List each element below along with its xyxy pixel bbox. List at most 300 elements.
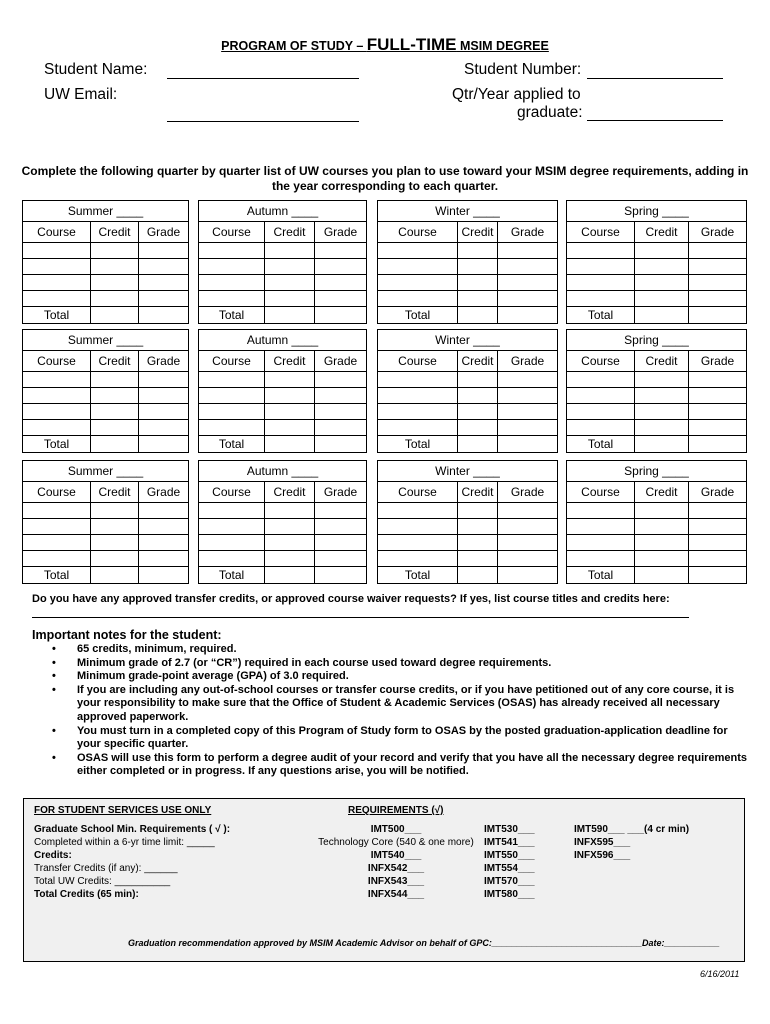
credit-cell[interactable]	[458, 503, 498, 519]
course-cell[interactable]	[23, 388, 91, 404]
grade-cell[interactable]	[139, 535, 189, 551]
course-cell[interactable]	[567, 259, 635, 275]
course-cell[interactable]	[23, 372, 91, 388]
office-left-line: Graduate School Min. Requirements ( √ ):	[34, 824, 231, 835]
note-text: 65 credits, minimum, required.	[77, 643, 237, 655]
course-entry-row	[567, 535, 747, 551]
column-header-course: Course	[378, 351, 458, 372]
notes-heading: Important notes for the student:	[32, 628, 222, 642]
total-credit-cell[interactable]	[635, 567, 689, 584]
grade-cell[interactable]	[315, 388, 367, 404]
credit-cell[interactable]	[635, 243, 689, 259]
total-credit-cell[interactable]	[91, 436, 139, 453]
course-entry-row	[378, 275, 558, 291]
requirement-line: INFX542___	[367, 863, 425, 874]
quarter-table	[566, 329, 747, 453]
course-entry-row	[378, 551, 558, 567]
credit-cell[interactable]	[458, 259, 498, 275]
course-cell[interactable]	[23, 535, 91, 551]
grade-cell[interactable]	[689, 503, 747, 519]
credit-cell[interactable]	[265, 420, 315, 436]
uw-email-field[interactable]	[167, 121, 359, 122]
note-text: If you are including any out-of-school courses or transfer course credits, or if you have petitioned out of any core course, it is your responsibility to make sure that the Office of Student & Academic Services (OSAS) has already received all necessary approved paperwork.	[77, 683, 735, 723]
requirements-column-1	[318, 823, 474, 901]
credit-cell[interactable]	[265, 551, 315, 567]
course-entry-row	[567, 275, 747, 291]
credit-cell[interactable]	[458, 243, 498, 259]
credit-cell[interactable]	[91, 404, 139, 420]
total-credit-cell[interactable]	[458, 307, 498, 324]
grade-cell[interactable]	[498, 372, 558, 388]
notes-list	[52, 643, 752, 779]
credit-cell[interactable]	[635, 551, 689, 567]
course-entry-row	[23, 259, 189, 275]
total-label: Total	[378, 307, 458, 324]
column-header-course: Course	[23, 482, 91, 503]
total-grade-cell[interactable]	[498, 567, 558, 584]
course-cell[interactable]	[23, 420, 91, 436]
grade-cell[interactable]	[315, 275, 367, 291]
course-entry-row	[378, 259, 558, 275]
total-credit-cell[interactable]	[265, 436, 315, 453]
grade-cell[interactable]	[315, 420, 367, 436]
grade-cell[interactable]	[139, 259, 189, 275]
course-cell[interactable]	[199, 551, 265, 567]
credit-cell[interactable]	[635, 519, 689, 535]
course-cell[interactable]	[378, 275, 458, 291]
column-header-credit: Credit	[265, 351, 315, 372]
credit-cell[interactable]	[265, 372, 315, 388]
total-credit-cell[interactable]	[91, 567, 139, 584]
column-header-grade: Grade	[139, 222, 189, 243]
course-cell[interactable]	[378, 404, 458, 420]
column-header-grade: Grade	[498, 222, 558, 243]
requirement-line: INFX596___	[574, 850, 631, 861]
course-cell[interactable]	[23, 503, 91, 519]
course-entry-row	[23, 243, 189, 259]
grade-cell[interactable]	[139, 372, 189, 388]
requirement-line: Technology Core (540 & one more)	[318, 837, 474, 848]
credit-cell[interactable]	[91, 372, 139, 388]
column-header-credit: Credit	[635, 482, 689, 503]
total-grade-cell[interactable]	[689, 307, 747, 324]
bullet-icon: •	[52, 643, 56, 655]
note-item	[52, 670, 752, 684]
student-number-field[interactable]	[587, 78, 723, 79]
qtr-year-field[interactable]	[587, 120, 723, 121]
qtr-year-label-line2: graduate:	[517, 104, 583, 121]
quarter-table	[198, 460, 367, 584]
column-header-credit: Credit	[458, 222, 498, 243]
title-part3: MSIM DEGREE	[456, 39, 549, 53]
requirement-line: IMT570___	[484, 876, 535, 887]
course-cell[interactable]	[199, 519, 265, 535]
course-cell[interactable]	[378, 519, 458, 535]
credit-cell[interactable]	[91, 503, 139, 519]
grade-cell[interactable]	[689, 551, 747, 567]
course-entry-row	[23, 551, 189, 567]
requirement-line: IMT590___ ___(4 cr min)	[574, 824, 690, 835]
course-entry-row	[199, 388, 367, 404]
credit-cell[interactable]	[91, 243, 139, 259]
course-cell[interactable]	[23, 551, 91, 567]
course-entry-row	[378, 519, 558, 535]
course-cell[interactable]	[378, 291, 458, 307]
column-header-credit: Credit	[91, 351, 139, 372]
course-entry-row	[199, 243, 367, 259]
grade-cell[interactable]	[315, 372, 367, 388]
note-item	[52, 752, 752, 779]
total-grade-cell[interactable]	[689, 567, 747, 584]
requirements-column-3	[574, 823, 689, 862]
total-grade-cell[interactable]	[139, 436, 189, 453]
requirement-line: IMT500___	[370, 824, 422, 835]
total-label: Total	[199, 307, 265, 324]
credit-cell[interactable]	[265, 519, 315, 535]
course-cell[interactable]	[567, 404, 635, 420]
course-entry-row	[199, 372, 367, 388]
requirement-line: INFX544___	[367, 889, 425, 900]
grade-cell[interactable]	[689, 519, 747, 535]
column-header-credit: Credit	[458, 351, 498, 372]
grade-cell[interactable]	[315, 291, 367, 307]
office-left-line: Completed within a 6-yr time limit: _____	[34, 837, 215, 848]
credit-cell[interactable]	[458, 519, 498, 535]
course-cell[interactable]	[567, 503, 635, 519]
credit-cell[interactable]	[91, 551, 139, 567]
column-header-credit: Credit	[265, 482, 315, 503]
course-entry-row	[567, 372, 747, 388]
total-grade-cell[interactable]	[315, 436, 367, 453]
credit-cell[interactable]	[458, 420, 498, 436]
course-entry-row	[199, 404, 367, 420]
quarter-table	[22, 200, 189, 324]
course-cell[interactable]	[378, 535, 458, 551]
grade-cell[interactable]	[498, 420, 558, 436]
column-header-grade: Grade	[498, 351, 558, 372]
grade-cell[interactable]	[498, 259, 558, 275]
course-cell[interactable]	[23, 259, 91, 275]
credit-cell[interactable]	[635, 420, 689, 436]
total-grade-cell[interactable]	[498, 307, 558, 324]
quarter-title: Spring ____	[567, 330, 747, 351]
column-header-grade: Grade	[689, 351, 747, 372]
note-text: Minimum grade of 2.7 (or “CR”) required in each course used toward degree requirements.	[77, 656, 552, 669]
grade-cell[interactable]	[315, 535, 367, 551]
course-cell[interactable]	[199, 275, 265, 291]
course-cell[interactable]	[23, 291, 91, 307]
grade-cell[interactable]	[139, 291, 189, 307]
office-left-line: Credits:	[34, 850, 72, 861]
note-item	[52, 725, 752, 752]
grade-cell[interactable]	[315, 404, 367, 420]
credit-cell[interactable]	[635, 503, 689, 519]
column-header-course: Course	[199, 351, 265, 372]
grade-cell[interactable]	[315, 259, 367, 275]
credit-cell[interactable]	[265, 275, 315, 291]
course-entry-row	[567, 259, 747, 275]
total-grade-cell[interactable]	[689, 436, 747, 453]
course-entry-row	[23, 519, 189, 535]
grade-cell[interactable]	[689, 404, 747, 420]
grade-cell[interactable]	[689, 275, 747, 291]
course-entry-row	[199, 420, 367, 436]
credit-cell[interactable]	[91, 519, 139, 535]
grade-cell[interactable]	[139, 519, 189, 535]
credit-cell[interactable]	[458, 291, 498, 307]
credit-cell[interactable]	[635, 259, 689, 275]
total-grade-cell[interactable]	[139, 307, 189, 324]
credit-cell[interactable]	[265, 388, 315, 404]
requirement-line: IMT530___	[484, 824, 535, 835]
course-entry-row	[567, 404, 747, 420]
total-credit-cell[interactable]	[265, 307, 315, 324]
column-header-course: Course	[378, 222, 458, 243]
grade-cell[interactable]	[498, 535, 558, 551]
grade-cell[interactable]	[498, 404, 558, 420]
quarter-table	[22, 329, 189, 453]
course-entry-row	[199, 291, 367, 307]
note-item	[52, 643, 752, 657]
total-credit-cell[interactable]	[635, 436, 689, 453]
quarter-title: Autumn ____	[199, 461, 367, 482]
grade-cell[interactable]	[689, 291, 747, 307]
student-name-field[interactable]	[167, 78, 359, 79]
office-left-line: Total Credits (65 min):	[34, 889, 139, 900]
course-cell[interactable]	[199, 388, 265, 404]
bullet-icon: •	[52, 724, 56, 737]
grade-cell[interactable]	[498, 243, 558, 259]
grade-cell[interactable]	[498, 291, 558, 307]
credit-cell[interactable]	[265, 243, 315, 259]
course-entry-row	[378, 420, 558, 436]
course-entry-row	[567, 519, 747, 535]
course-cell[interactable]	[378, 503, 458, 519]
credit-cell[interactable]	[265, 259, 315, 275]
course-cell[interactable]	[199, 243, 265, 259]
bullet-icon: •	[52, 656, 56, 669]
course-entry-row	[567, 420, 747, 436]
column-header-credit: Credit	[635, 222, 689, 243]
course-entry-row	[23, 372, 189, 388]
course-cell[interactable]	[23, 275, 91, 291]
course-entry-row	[567, 503, 747, 519]
grade-cell[interactable]	[315, 551, 367, 567]
column-header-grade: Grade	[689, 482, 747, 503]
credit-cell[interactable]	[635, 388, 689, 404]
requirement-line: IMT550___	[484, 850, 535, 861]
quarter-title: Autumn ____	[199, 201, 367, 222]
requirement-line: IMT554___	[484, 863, 535, 874]
grade-cell[interactable]	[689, 259, 747, 275]
column-header-grade: Grade	[139, 482, 189, 503]
grade-cell[interactable]	[139, 388, 189, 404]
column-header-credit: Credit	[265, 222, 315, 243]
instructions: Complete the following quarter by quarter list of UW courses you plan to use toward your MSIM degree requirements, adding in the year corresponding to each quarter.	[21, 164, 749, 193]
course-cell[interactable]	[567, 551, 635, 567]
course-entry-row	[199, 259, 367, 275]
course-cell[interactable]	[378, 551, 458, 567]
course-entry-row	[23, 503, 189, 519]
note-text: Minimum grade-point average (GPA) of 3.0 required.	[77, 670, 349, 683]
column-header-course: Course	[23, 351, 91, 372]
course-cell[interactable]	[378, 259, 458, 275]
course-entry-row	[199, 535, 367, 551]
course-cell[interactable]	[567, 519, 635, 535]
grade-cell[interactable]	[689, 388, 747, 404]
credit-cell[interactable]	[635, 535, 689, 551]
course-cell[interactable]	[199, 503, 265, 519]
total-grade-cell[interactable]	[139, 567, 189, 584]
course-cell[interactable]	[23, 404, 91, 420]
grade-cell[interactable]	[139, 243, 189, 259]
course-cell[interactable]	[199, 404, 265, 420]
office-use-box	[23, 798, 745, 962]
credit-cell[interactable]	[265, 535, 315, 551]
course-cell[interactable]	[378, 420, 458, 436]
grade-cell[interactable]	[315, 503, 367, 519]
total-label: Total	[199, 567, 265, 584]
course-cell[interactable]	[199, 259, 265, 275]
course-cell[interactable]	[567, 275, 635, 291]
total-label: Total	[378, 436, 458, 453]
course-cell[interactable]	[567, 420, 635, 436]
total-grade-cell[interactable]	[315, 567, 367, 584]
total-credit-cell[interactable]	[635, 307, 689, 324]
column-header-credit: Credit	[91, 222, 139, 243]
grade-cell[interactable]	[315, 519, 367, 535]
grade-cell[interactable]	[139, 420, 189, 436]
total-label: Total	[567, 307, 635, 324]
total-credit-cell[interactable]	[265, 567, 315, 584]
credit-cell[interactable]	[635, 404, 689, 420]
grade-cell[interactable]	[498, 275, 558, 291]
note-item	[52, 657, 752, 671]
course-cell[interactable]	[567, 388, 635, 404]
course-entry-row	[378, 535, 558, 551]
column-header-course: Course	[199, 222, 265, 243]
grade-cell[interactable]	[689, 420, 747, 436]
credit-cell[interactable]	[91, 275, 139, 291]
quarter-title: Winter ____	[378, 330, 558, 351]
grade-cell[interactable]	[139, 551, 189, 567]
course-cell[interactable]	[567, 243, 635, 259]
total-grade-cell[interactable]	[315, 307, 367, 324]
course-entry-row	[567, 388, 747, 404]
credit-cell[interactable]	[458, 388, 498, 404]
course-cell[interactable]	[567, 291, 635, 307]
column-header-course: Course	[23, 222, 91, 243]
note-text: OSAS will use this form to perform a degree audit of your record and verify that you have all the necessary degree requirements either completed or in progress. If any questions arise, you will be notified.	[77, 751, 747, 778]
credit-cell[interactable]	[91, 420, 139, 436]
course-cell[interactable]	[199, 535, 265, 551]
grade-cell[interactable]	[689, 535, 747, 551]
grade-cell[interactable]	[315, 243, 367, 259]
course-cell[interactable]	[199, 291, 265, 307]
column-header-grade: Grade	[315, 222, 367, 243]
course-entry-row	[23, 291, 189, 307]
course-entry-row	[199, 519, 367, 535]
credit-cell[interactable]	[458, 404, 498, 420]
grade-cell[interactable]	[498, 519, 558, 535]
uw-email-label: UW Email:	[44, 86, 118, 103]
total-credit-cell[interactable]	[458, 567, 498, 584]
form-title	[0, 35, 770, 55]
column-header-course: Course	[567, 351, 635, 372]
credit-cell[interactable]	[458, 551, 498, 567]
transfer-question: Do you have any approved transfer credits, or approved course waiver requests? If yes, list course titles and credits here:	[32, 593, 670, 605]
course-entry-row	[378, 291, 558, 307]
footer-date: 6/16/2011	[700, 969, 740, 979]
column-header-credit: Credit	[91, 482, 139, 503]
quarter-title: Summer ____	[23, 330, 189, 351]
quarter-title: Spring ____	[567, 461, 747, 482]
grade-cell[interactable]	[689, 372, 747, 388]
quarter-table	[198, 200, 367, 324]
course-entry-row	[23, 275, 189, 291]
quarter-table	[22, 460, 189, 584]
note-item	[52, 684, 752, 725]
course-cell[interactable]	[23, 519, 91, 535]
course-cell[interactable]	[567, 372, 635, 388]
total-credit-cell[interactable]	[91, 307, 139, 324]
credit-cell[interactable]	[635, 275, 689, 291]
credit-cell[interactable]	[458, 535, 498, 551]
quarter-table	[377, 200, 558, 324]
credit-cell[interactable]	[91, 535, 139, 551]
requirement-line: IMT580___	[484, 889, 535, 900]
credit-cell[interactable]	[91, 291, 139, 307]
grade-cell[interactable]	[689, 243, 747, 259]
course-cell[interactable]	[567, 535, 635, 551]
quarter-table	[566, 200, 747, 324]
course-cell[interactable]	[199, 372, 265, 388]
total-credit-cell[interactable]	[458, 436, 498, 453]
qtr-year-label-line1: Qtr/Year applied to	[452, 86, 581, 103]
course-cell[interactable]	[378, 243, 458, 259]
column-header-grade: Grade	[315, 351, 367, 372]
course-cell[interactable]	[23, 243, 91, 259]
column-header-credit: Credit	[458, 482, 498, 503]
column-header-course: Course	[567, 222, 635, 243]
credit-cell[interactable]	[458, 275, 498, 291]
credit-cell[interactable]	[635, 291, 689, 307]
credit-cell[interactable]	[458, 372, 498, 388]
credit-cell[interactable]	[91, 388, 139, 404]
credit-cell[interactable]	[265, 404, 315, 420]
course-entry-row	[567, 291, 747, 307]
column-header-course: Course	[199, 482, 265, 503]
grade-cell[interactable]	[139, 503, 189, 519]
course-cell[interactable]	[199, 420, 265, 436]
requirements-column-2	[484, 823, 535, 901]
grade-cell[interactable]	[498, 388, 558, 404]
total-grade-cell[interactable]	[498, 436, 558, 453]
credit-cell[interactable]	[635, 372, 689, 388]
course-cell[interactable]	[378, 388, 458, 404]
credit-cell[interactable]	[265, 503, 315, 519]
grade-cell[interactable]	[139, 404, 189, 420]
grade-cell[interactable]	[498, 551, 558, 567]
course-cell[interactable]	[378, 372, 458, 388]
grade-cell[interactable]	[498, 503, 558, 519]
grade-cell[interactable]	[139, 275, 189, 291]
requirement-line: INFX595___	[574, 837, 631, 848]
credit-cell[interactable]	[265, 291, 315, 307]
bullet-icon: •	[52, 670, 56, 683]
credit-cell[interactable]	[91, 259, 139, 275]
transfer-answer-line[interactable]	[32, 617, 689, 618]
